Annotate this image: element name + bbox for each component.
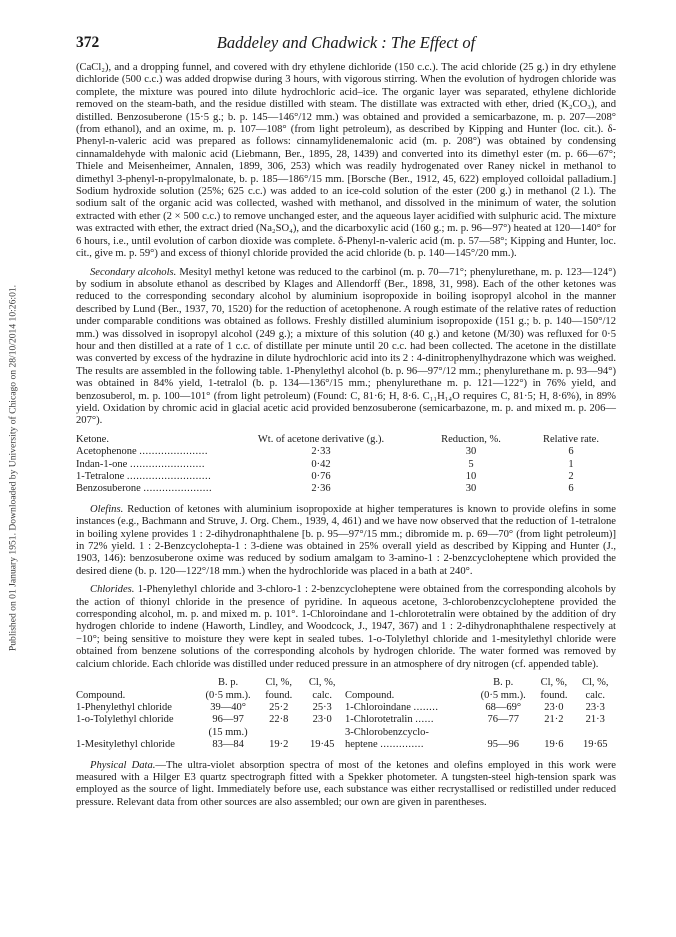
table-row bbox=[76, 483, 616, 495]
cl-calc-value: 23·0 bbox=[312, 714, 332, 726]
paragraph-physical-data-body: —The ultra-violet absorption spectra of most of the ketones and olefins employed in this work were measured with a Hilger E3 quartz spectrograph fitted with a Spekker photometer. A tungsten-steel high-tension spark was employed as the source of light. Immediately before use, each substance was either recrystallised or redistilled under reduced pressure. Relevant data from other sources are also assembled; our own are given in parentheses. bbox=[76, 759, 616, 808]
ketone-name: Benzosuberone bbox=[76, 483, 141, 495]
ketone-name: Indan-1-one bbox=[76, 458, 128, 470]
paragraph-olefins bbox=[76, 504, 616, 578]
header-cl-found-left: Cl, %, bbox=[265, 677, 293, 689]
bp-value: 39—40° bbox=[210, 701, 246, 713]
section-lead-physical-data: Physical Data. bbox=[90, 759, 156, 771]
cl-found-value: 23·0 bbox=[544, 701, 564, 713]
paragraph-secondary-alcohols-body: Mesityl methyl ketone was reduced to the carbinol (m. p. 70—71°; phenylurethane, m. p. 123—124°) by sodium in absolute ethanol as described by Klages and Allendorff (Ber., 1898, 31, 998). Each of the other ketones was reduced to the corresponding secondary alcohol by aluminium isopropoxide in boiling isopropyl alcohol in the manner described by Lund (Ber., 1937, 70, 1520) for the reduction of acetophenone. A rough estimate of the relative rates of reduction under comparable conditions was obtained as follows. Freshly distilled aluminium isopropoxide (151 g.; b. p. 140—150°/12 mm.) was dissolved in isopropyl alcohol (249 g.); a mixture of this solution (40 g.) and ketone (M/30) was refluxed for 0·5 hour and then distilled at a rate of 1 c.c. of distillate per minute until 20 c.c. had been collected. The acetone in the distillate was converted by excess of the hydrazine in dilute hydrochloric acid into its 2 : 4-dinitrophenylhydrazone which was weighed. The results are assembled in the following table. 1-Phenylethyl alcohol (b. p. 96—97°/12 mm.; phenylurethane m. p. 93—94°) was obtained in 84% yield, 1-tetralol (b. p. 134—136°/15 mm.; phenylurethane m. p. 121—122°) in 76% yield, and benzosuberol, m. p. 100—101° (from light petroleum) (Found: C, 81·6; H, 8·6. C₁₁H₁₄O requires C, 81·5; H, 8·6%), in 89% yield. Oxidation by chromic acid in glacial acetic acid provided benzosuberone (semicarbazone, m. p. and mixed m. p. 206—207°). bbox=[76, 266, 616, 427]
reduction-value: 30 bbox=[465, 446, 477, 458]
header-reduction: Reduction, %. bbox=[441, 433, 501, 445]
header-ketone: Ketone. bbox=[76, 433, 109, 445]
chlorides-table bbox=[76, 677, 616, 751]
cl-calc-value: 21·3 bbox=[585, 714, 605, 726]
reduction-rate-table bbox=[76, 434, 616, 496]
bp-value: 95—96 bbox=[487, 739, 519, 751]
rate-value: 2 bbox=[568, 471, 574, 482]
table-row bbox=[76, 702, 616, 714]
cl-calc-value: 23·3 bbox=[585, 701, 605, 713]
cl-found-value: 22·8 bbox=[269, 714, 289, 726]
cl-found-value bbox=[533, 727, 574, 739]
header-compound-right: Compound. bbox=[344, 689, 395, 701]
paragraph-chlorides-body: 1-Phenylethyl chloride and 3-chloro-1 : 2-benzcycloheptene were obtained from the corresponding alcohols by the action of thionyl chloride in the presence of pyridine. In aqueous acetone, 3-chlorobenzcycloheptene provided the corresponding alcohol, m. p. and mixed m. p. 101°. 1-Chloroindane and 1-chlorotetralin were obtained by the addition of dry hydrogen chloride to indene (Haworth, Lindley, and Woodcock, J., 1947, 367) and 1 : 2-dihydronaphthalene respectively at −10°; being sensitive to moisture they were kept in sealed tubes. 1-o-Tolylethyl chloride and 1-mesitylethyl chloride were obtained from benzene solutions of the corresponding alcohols by hydrogen chloride. The water formed was removed by calcium chloride. Each chloride was distilled under reduced pressure in an atmosphere of dry nitrogen (cf. appended table). bbox=[76, 584, 616, 670]
header-calc-right: calc. bbox=[585, 689, 606, 701]
cl-calc-value: 19·65 bbox=[583, 739, 608, 751]
cl-calc-value bbox=[299, 727, 345, 739]
cl-found-value: 21·2 bbox=[544, 714, 564, 726]
weight-value: 2·36 bbox=[311, 483, 331, 495]
cl-found-value bbox=[258, 727, 299, 739]
table-row bbox=[76, 459, 616, 471]
compound-name: 3-Chlorobenzcyclo- bbox=[344, 726, 429, 738]
table-header-row bbox=[76, 677, 616, 702]
paragraph-chlorides bbox=[76, 584, 616, 671]
leader-dots: ...................... bbox=[143, 483, 213, 495]
bp-value: 83—84 bbox=[212, 739, 244, 751]
table-row bbox=[76, 714, 616, 726]
header-found-right: found. bbox=[540, 689, 568, 701]
bp-value: 76—77 bbox=[487, 714, 519, 726]
cl-calc-value: 25·3 bbox=[312, 701, 332, 713]
cl-calc-value: 19·45 bbox=[309, 739, 335, 751]
compound-name: 1-Phenylethyl chloride bbox=[76, 701, 172, 713]
header-cl-calc-left: Cl, %, bbox=[308, 677, 336, 689]
rate-value: 1 bbox=[568, 458, 574, 470]
leader-dots: .............. bbox=[380, 739, 424, 751]
weight-value: 0·42 bbox=[311, 458, 331, 470]
weight-value: 0·76 bbox=[311, 471, 331, 482]
table-row bbox=[76, 471, 616, 483]
bp-value: (15 mm.) bbox=[208, 726, 248, 738]
table-row bbox=[76, 446, 616, 458]
running-title: Baddeley and Chadwick : The Effect of bbox=[216, 33, 476, 52]
reduction-value: 30 bbox=[465, 483, 477, 495]
compound-name bbox=[76, 727, 198, 739]
table-row bbox=[76, 739, 616, 751]
download-notice-sidebar bbox=[0, 0, 26, 937]
bp-value bbox=[473, 727, 533, 739]
compound-name: heptene bbox=[344, 739, 378, 751]
bp-value: 96—97 bbox=[212, 714, 244, 726]
compound-name: 1-Mesitylethyl chloride bbox=[76, 739, 175, 751]
cl-found-value: 19·6 bbox=[544, 739, 564, 751]
journal-page bbox=[76, 34, 616, 809]
header-calc-left: calc. bbox=[312, 689, 332, 701]
header-found-left: found. bbox=[265, 689, 293, 701]
compound-name: 1-Chloroindane bbox=[344, 701, 411, 713]
compound-name: 1-Chlorotetralin bbox=[344, 714, 413, 726]
page-number: 372 bbox=[76, 34, 100, 51]
section-lead-chlorides: Chlorides. bbox=[90, 584, 135, 596]
header-bp-right: B. p. bbox=[493, 677, 514, 689]
bp-value: 68—69° bbox=[485, 701, 522, 713]
cl-found-value: 19·2 bbox=[269, 739, 289, 751]
header-bp-unit-left: (0·5 mm.). bbox=[205, 689, 251, 701]
section-lead-olefins: Olefins. bbox=[90, 503, 124, 515]
compound-name: 1-o-Tolylethyl chloride bbox=[76, 714, 174, 726]
paragraph-synthesis: (CaCl₂), and a dropping funnel, and covered with dry ethylene dichloride (150 c.c.). The acid chloride (25 g.) in dry ethylene dichloride (500 c.c.) was added dropwise during 3 hours, with vigorous stirring. When the evolution of hydrogen chloride was complete, the mixture was poured into dilute hydrochloric acid–ice. The organic layer was separated, ethylene dichloride removed on the steam-bath, and the residue distilled with steam. The distillate was extracted with ether, dried (K₂CO₃), and distilled. Benzosuberone (15·5 g.; b. p. 145—146°/12 mm.) was obtained and provided a semicarbazone, m. p. 207—208° (from ethanol), and an oxime, m. p. 107—108° (from light petroleum), as described by Kipping and Hunter (loc. cit.). δ-Phenyl-n-valeric acid was prepared as follows: cinnamylidenemalonic acid (m. p. 208°) was obtained by condensing cinnamaldehyde with malonic acid (Liebmann, Ber., 1895, 28, 1439) and converted into its dimethyl ester (m. p. 66—67°; Thiele and Meisenheimer, Annalen, 1899, 306, 253) which was readily hydrogenated over Raney nickel in methanol to dimethyl 3-phenyl-n-propylmalonate, b. p. 185—186°/15 mm. [Borsche (Ber., 1912, 45, 622) employed colloidal palladium.] Sodium hydroxide solution (25%; 625 c.c.) was added to an ice-cold solution of the ester (200 g.) in methanol (2 l.). The sodium salt of the organic acid was collected, washed with methanol, and dissolved in the minimum of water, the solution extracted with ether (2 × 500 c.c.) to remove unchanged ester, and the aqueous layer acidified with sulphuric acid. The mixture was extracted with ether, the extract dried (Na₂SO₄), and the dicarboxylic acid (160 g.; m. p. 96—97°) heated at 120—140° for 6 hours, i.e., until evolution of carbon dioxide was complete. δ-Phenyl-n-valeric acid (m. p. 57—58°; Kipping and Hunter, loc. cit., give m. p. 59°) and excess of thionyl chloride provided the acid chloride (b. p. 140—145°/20 mm.). bbox=[76, 62, 616, 260]
leader-dots: ........................ bbox=[129, 458, 205, 470]
header-cl-calc-right: Cl, %, bbox=[582, 677, 609, 689]
header-compound-left: Compound. bbox=[76, 689, 126, 701]
download-notice-text: Published on 01 January 1951. Downloaded by University of Chicago on 28/10/2014 10:26:01. bbox=[7, 284, 19, 652]
leader-dots: ........................... bbox=[126, 471, 212, 482]
paragraph-secondary-alcohols bbox=[76, 267, 616, 428]
reduction-value: 10 bbox=[465, 471, 477, 482]
table-header-row bbox=[76, 434, 616, 446]
leader-dots: ...... bbox=[415, 714, 434, 726]
leader-dots: ...................... bbox=[139, 446, 209, 458]
paragraph-olefins-body: Reduction of ketones with aluminium isopropoxide at higher temperatures is known to provide olefins in some instances (e.g., Bachmann and Struve, J. Org. Chem., 1939, 4, 461) and we have now observed that the reduction of 1-tetralone in boiling xylene provides 1 : 2-dihydronaphthalene [b. p. 95—97°/15 mm.; dibromide m. p. 69—70° (from light petroleum)] in 72% yield. 1 : 2-Benzcyclohepta-1 : 3-diene was obtained in 25% overall yield as described by Kipping and Hunter (J., 1903, 146): benzosuberone oxime was reduced by sodium amalgam to 3-amino-1 : 2-benzcycloheptene which provided the desired diene (b. p. 120—122°/18 mm.) when the hydrochloride was placed in a bath at 240°. bbox=[76, 503, 616, 577]
section-lead-secondary-alcohols: Secondary alcohols. bbox=[90, 266, 177, 278]
rate-value: 6 bbox=[568, 446, 574, 458]
page-header bbox=[76, 34, 616, 62]
ketone-name: 1-Tetralone bbox=[76, 471, 125, 482]
cl-found-value: 25·2 bbox=[269, 701, 289, 713]
header-weight: Wt. of acetone derivative (g.). bbox=[257, 433, 385, 445]
reduction-value: 5 bbox=[468, 458, 474, 470]
header-bp-unit-right: (0·5 mm.). bbox=[480, 689, 526, 701]
weight-value: 2·33 bbox=[311, 446, 331, 458]
rate-value: 6 bbox=[568, 483, 574, 495]
header-relative-rate: Relative rate. bbox=[543, 433, 599, 445]
table-row bbox=[76, 727, 616, 739]
paragraph-physical-data bbox=[76, 760, 616, 810]
cl-calc-value bbox=[575, 727, 616, 739]
ketone-name: Acetophenone bbox=[76, 446, 137, 458]
leader-dots: ........ bbox=[413, 701, 439, 713]
header-bp-left: B. p. bbox=[217, 677, 239, 689]
header-cl-found-right: Cl, %, bbox=[540, 677, 568, 689]
